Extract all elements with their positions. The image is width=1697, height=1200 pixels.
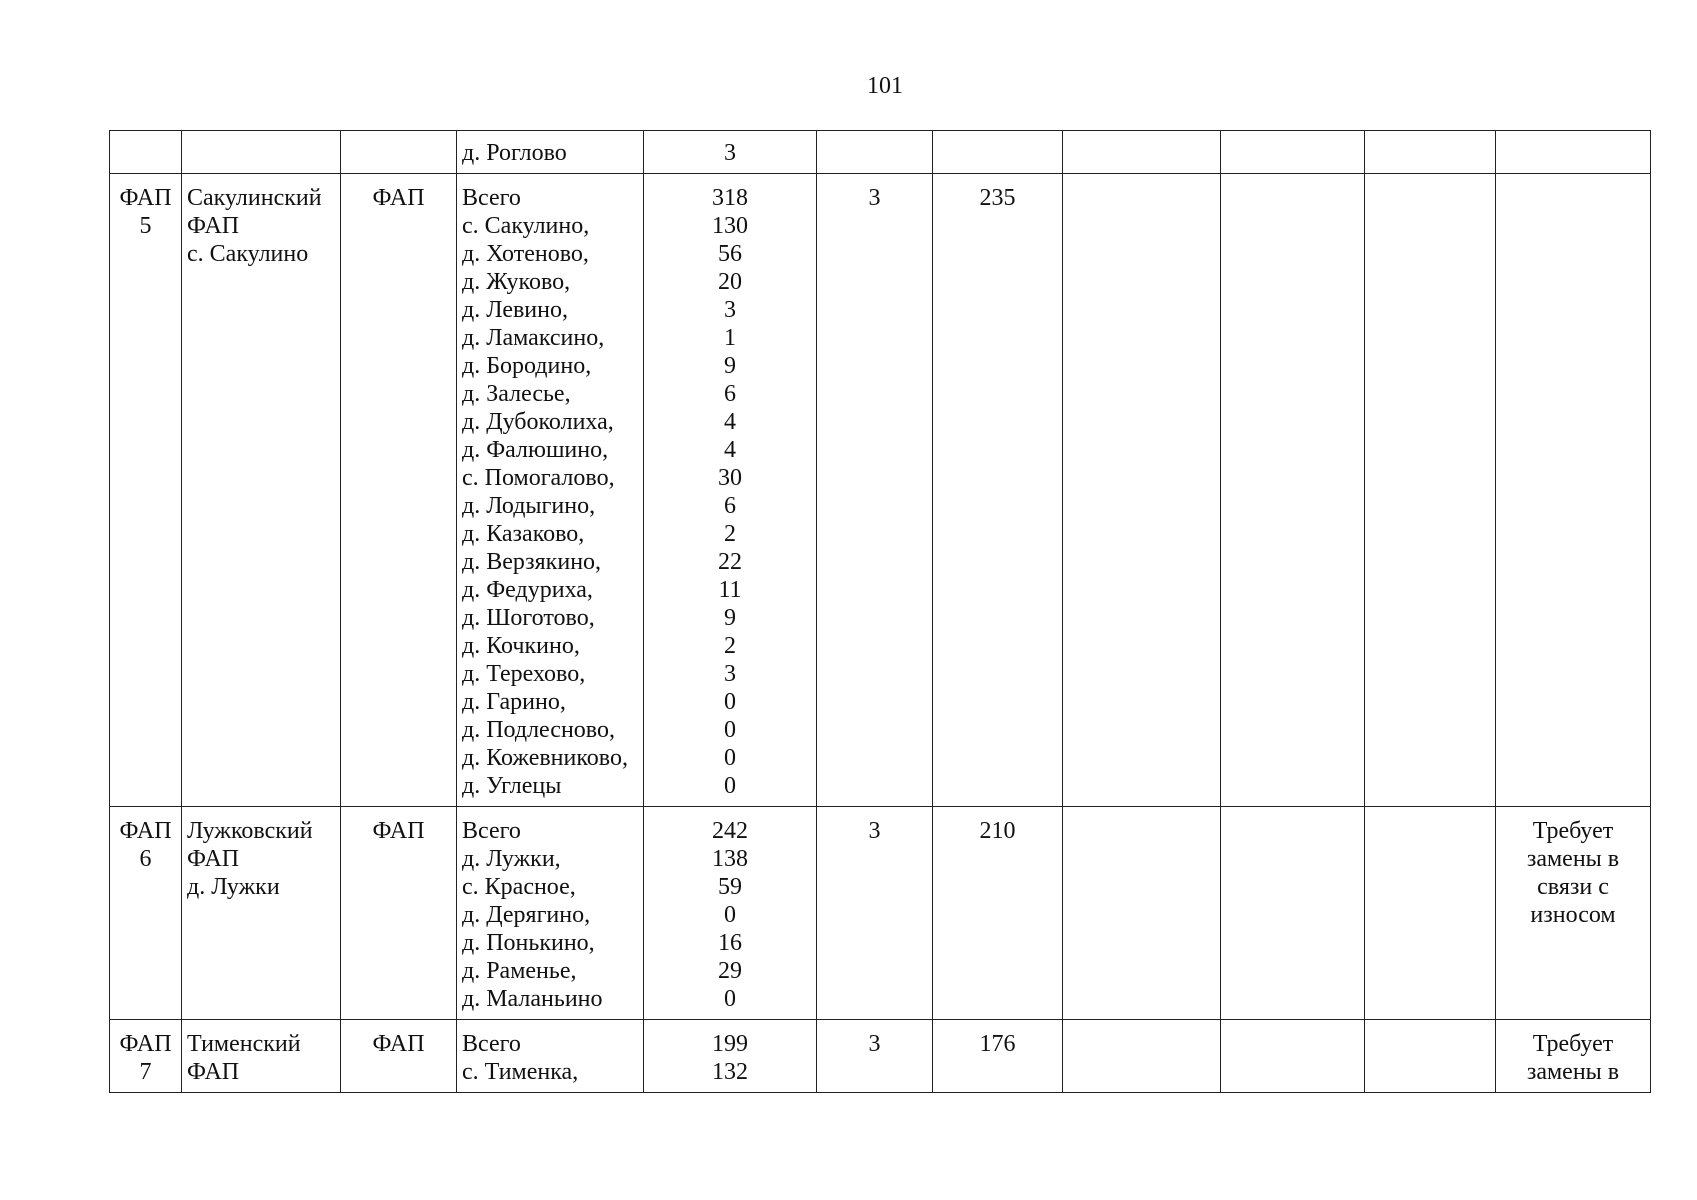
population-cell-line: 3 <box>724 297 736 323</box>
facility-name-cell-text: Сакулинский ФАП с. Сакулино <box>187 185 322 267</box>
settlements-cell-line: д. Лужки, <box>462 846 561 872</box>
population-cell-line: 56 <box>718 241 742 267</box>
population-cell-line: 9 <box>724 353 736 379</box>
facility-type-cell <box>341 131 457 174</box>
facility-name-cell-text: Лужковский ФАП д. Лужки <box>187 818 313 900</box>
facility-type-cell <box>341 174 457 807</box>
settlements-cell-line: д. Жуково, <box>462 269 571 295</box>
column-7-cell-text: 210 <box>979 818 1016 844</box>
note-cell <box>1496 174 1651 807</box>
population-cell-line: 9 <box>724 605 736 631</box>
facilities-table <box>109 130 1651 1093</box>
settlements-cell-line: д. Терехово, <box>462 661 586 687</box>
population-cell-line: 0 <box>724 902 736 928</box>
population-cell-line: 4 <box>724 409 736 435</box>
population-cell-line: 29 <box>718 958 742 984</box>
table-row <box>110 131 1651 174</box>
settlements-cell-line: д. Углецы <box>462 773 562 799</box>
settlements-cell-line: д. Ламаксино, <box>462 325 605 351</box>
table-body <box>110 131 1651 1093</box>
population-cell-line: 6 <box>724 493 736 519</box>
settlements-cell-line: д. Бородино, <box>462 353 592 379</box>
column-6-cell-text: 3 <box>868 818 881 844</box>
settlements-cell-line: д. Дерягино, <box>462 902 591 928</box>
settlements-cell-line: д. Маланьино <box>462 986 603 1012</box>
settlements-cell-line: д. Понькино, <box>462 930 595 956</box>
note-cell-text: Требует замены в связи с износом <box>1526 818 1620 928</box>
facility-name-cell-text: Тименский ФАП <box>187 1031 301 1085</box>
facility-type-cell-text: ФАП <box>372 185 425 211</box>
settlements-cell-line: с. Сакулино, <box>462 213 590 239</box>
population-cell-line: 3 <box>724 140 736 166</box>
population-cell-line: 11 <box>718 577 742 603</box>
settlements-cell-line: д. Кожевниково, <box>462 745 628 771</box>
population-cell-line: 22 <box>718 549 742 575</box>
population-cell-line: 59 <box>718 874 742 900</box>
settlements-cell <box>457 1020 644 1093</box>
settlements-cell-line: д. Верзякино, <box>462 549 602 575</box>
settlements-cell <box>457 174 644 807</box>
empty-cell <box>1221 807 1365 1020</box>
population-cell-line: 0 <box>724 689 736 715</box>
settlements-cell-line: д. Залесье, <box>462 381 571 407</box>
population-cell-line: 1 <box>724 325 736 351</box>
note-cell <box>1496 131 1651 174</box>
settlements-cell-line: д. Дубоколиха, <box>462 409 614 435</box>
population-cell <box>644 1020 817 1093</box>
settlements-cell-line: с. Помогалово, <box>462 465 615 491</box>
empty-cell <box>1365 1020 1496 1093</box>
column-6-cell <box>817 807 933 1020</box>
facility-name-cell <box>182 1020 341 1093</box>
population-cell <box>644 131 817 174</box>
population-cell-line: 0 <box>724 986 736 1012</box>
empty-cell <box>1063 807 1221 1020</box>
settlements-cell-line: д. Шоготово, <box>462 605 595 631</box>
facility-code-cell <box>110 131 182 174</box>
settlements-cell-line: д. Казаково, <box>462 521 585 547</box>
population-cell-line: 0 <box>724 717 736 743</box>
settlements-cell-line: Всего <box>462 185 521 211</box>
facility-code-cell-text: ФАП 7 <box>119 1031 172 1085</box>
column-6-cell <box>817 131 933 174</box>
population-cell <box>644 807 817 1020</box>
population-cell-line: 199 <box>712 1031 748 1057</box>
settlements-cell-line: Всего <box>462 818 521 844</box>
settlements-cell-line: д. Роглово <box>462 140 567 166</box>
empty-cell <box>1365 131 1496 174</box>
facility-code-cell <box>110 807 182 1020</box>
population-cell-line: 132 <box>712 1059 748 1085</box>
settlements-cell-line: д. Федуриха, <box>462 577 593 603</box>
population-cell-line: 0 <box>724 745 736 771</box>
population-cell-line: 2 <box>724 633 736 659</box>
facility-name-cell <box>182 131 341 174</box>
note-cell <box>1496 1020 1651 1093</box>
facility-code-cell <box>110 174 182 807</box>
settlements-cell-line: д. Кочкино, <box>462 633 580 659</box>
column-6-cell-text: 3 <box>868 185 881 211</box>
column-7-cell <box>933 131 1063 174</box>
column-6-cell <box>817 174 933 807</box>
settlements-cell-line: д. Лодыгино, <box>462 493 596 519</box>
column-7-cell <box>933 1020 1063 1093</box>
table-row <box>110 174 1651 807</box>
column-7-cell-text: 176 <box>979 1031 1016 1057</box>
population-cell-line: 138 <box>712 846 748 872</box>
empty-cell <box>1221 1020 1365 1093</box>
empty-cell <box>1221 174 1365 807</box>
population-cell-line: 2 <box>724 521 736 547</box>
population-cell-line: 4 <box>724 437 736 463</box>
population-cell-line: 30 <box>718 465 742 491</box>
empty-cell <box>1365 807 1496 1020</box>
column-6-cell-text: 3 <box>868 1031 881 1057</box>
settlements-cell <box>457 807 644 1020</box>
column-7-cell <box>933 807 1063 1020</box>
settlements-cell-line: Всего <box>462 1031 521 1057</box>
settlements-cell-line: д. Подлесново, <box>462 717 615 743</box>
table-row <box>110 807 1651 1020</box>
population-cell-line: 242 <box>712 818 748 844</box>
population-cell-line: 0 <box>724 773 736 799</box>
facility-type-cell-text: ФАП <box>372 1031 425 1057</box>
settlements-cell-line: д. Гарино, <box>462 689 566 715</box>
settlements-cell-line: с. Тименка, <box>462 1059 579 1085</box>
facility-name-cell <box>182 807 341 1020</box>
note-cell-text: Требует замены в <box>1526 1031 1620 1085</box>
empty-cell <box>1063 174 1221 807</box>
column-7-cell <box>933 174 1063 807</box>
facility-code-cell-text: ФАП 5 <box>119 185 172 239</box>
population-cell-line: 20 <box>718 269 742 295</box>
settlements-cell <box>457 131 644 174</box>
facility-name-cell <box>182 174 341 807</box>
empty-cell <box>1063 131 1221 174</box>
facility-type-cell <box>341 807 457 1020</box>
settlements-cell-line: с. Красное, <box>462 874 576 900</box>
settlements-cell-line: д. Фалюшино, <box>462 437 609 463</box>
settlements-cell-line: д. Раменье, <box>462 958 577 984</box>
empty-cell <box>1221 131 1365 174</box>
settlements-cell-line: д. Левино, <box>462 297 568 323</box>
population-cell-line: 318 <box>712 185 748 211</box>
table-row <box>110 1020 1651 1093</box>
note-cell <box>1496 807 1651 1020</box>
population-cell-line: 16 <box>718 930 742 956</box>
empty-cell <box>1365 174 1496 807</box>
facility-code-cell <box>110 1020 182 1093</box>
column-6-cell <box>817 1020 933 1093</box>
population-cell-line: 3 <box>724 661 736 687</box>
population-cell <box>644 174 817 807</box>
population-cell-line: 130 <box>712 213 748 239</box>
page-number: 101 <box>867 73 903 99</box>
column-7-cell-text: 235 <box>979 185 1016 211</box>
empty-cell <box>1063 1020 1221 1093</box>
settlements-cell-line: д. Хотеново, <box>462 241 589 267</box>
facility-type-cell-text: ФАП <box>372 818 425 844</box>
facility-type-cell <box>341 1020 457 1093</box>
facility-code-cell-text: ФАП 6 <box>119 818 172 872</box>
population-cell-line: 6 <box>724 381 736 407</box>
